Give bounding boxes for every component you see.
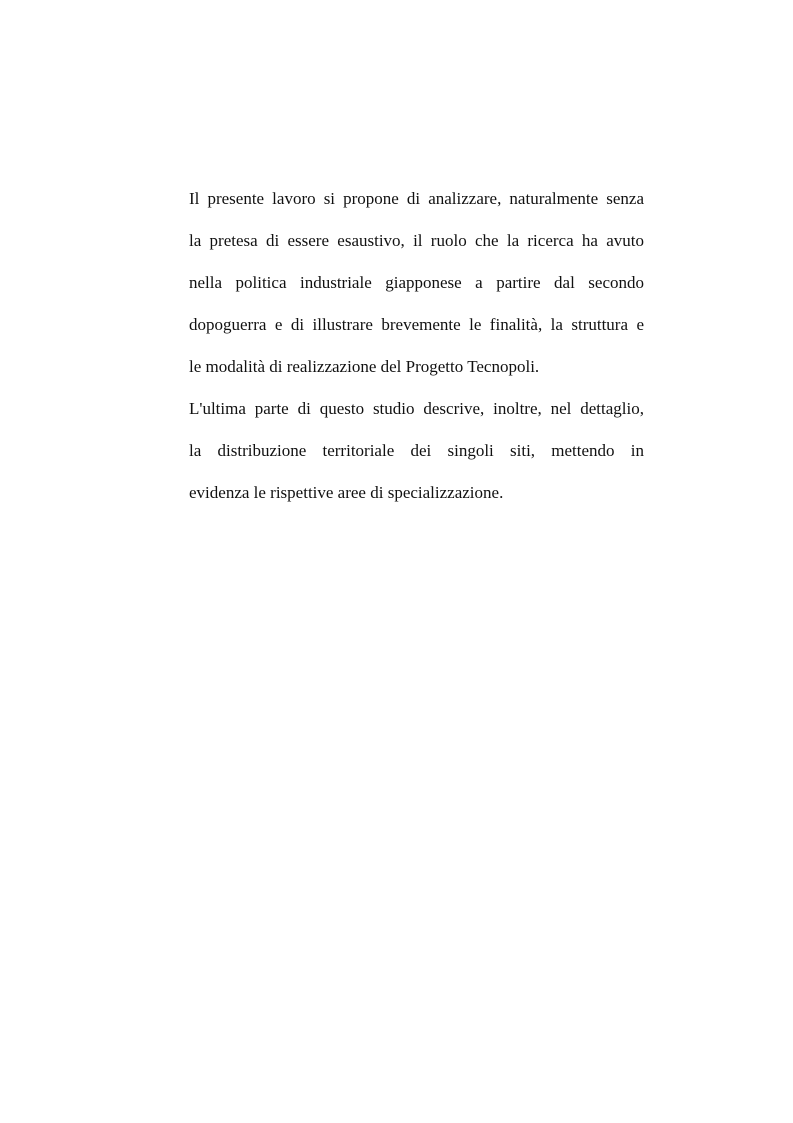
text-line: le modalità di realizzazione del Progetto Tecnopoli. (189, 357, 540, 376)
text-line: L'ultima parte di questo studio descrive, inoltre, nel dettaglio, (189, 399, 644, 418)
body-text (189, 183, 644, 519)
text-line: evidenza le rispettive aree di specializzazione. (189, 483, 504, 502)
text-line: dopoguerra e di illustrare brevemente le finalità, la struttura e (189, 315, 644, 334)
text-line: la distribuzione territoriale dei singoli siti, mettendo in (189, 441, 644, 460)
text-line: la pretesa di essere esaustivo, il ruolo che la ricerca ha avuto (189, 231, 644, 250)
paragraph-conclusion (189, 393, 644, 519)
text-line: Il presente lavoro si propone di analizzare, naturalmente senza (189, 189, 644, 208)
paragraph-intro (189, 183, 644, 393)
text-line: nella politica industriale giapponese a partire dal secondo (189, 273, 644, 292)
